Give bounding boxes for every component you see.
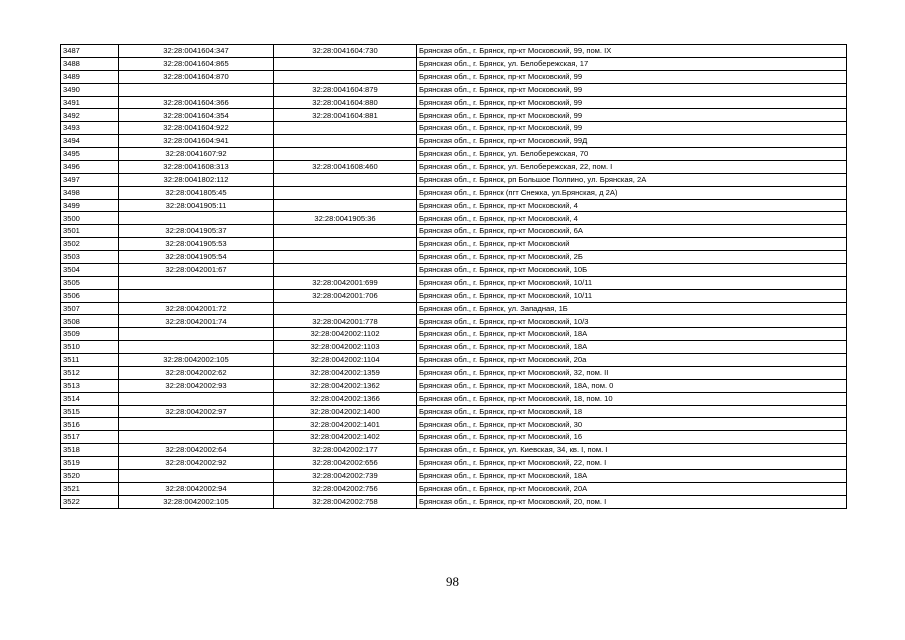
address-cell: Брянская обл., г. Брянск, пр-кт Московский, 99: [417, 70, 847, 83]
row-number-cell: 3520: [61, 469, 119, 482]
address-cell: Брянская обл., г. Брянск, пр-кт Московский, 99: [417, 96, 847, 109]
address-cell: Брянская обл., г. Брянск, пр-кт Московский, 10/11: [417, 289, 847, 302]
cadastral-number-cell: [119, 341, 274, 354]
address-cell: Брянская обл., г. Брянск, пр-кт Московский, 20А: [417, 482, 847, 495]
table-row: [61, 57, 847, 70]
row-number-cell: 3510: [61, 341, 119, 354]
object-cadastral-number-cell: 32:28:0042002:1400: [274, 405, 417, 418]
row-number-cell: 3503: [61, 251, 119, 264]
address-cell: Брянская обл., г. Брянск, рп Большое Полпино, ул. Брянская, 2А: [417, 173, 847, 186]
object-cadastral-number-cell: 32:28:0042001:699: [274, 276, 417, 289]
row-number-cell: 3516: [61, 418, 119, 431]
address-cell: Брянская обл., г. Брянск, пр-кт Московский, 18А: [417, 328, 847, 341]
cadastral-number-cell: 32:28:0042002:94: [119, 482, 274, 495]
object-cadastral-number-cell: [274, 57, 417, 70]
address-cell: Брянская обл., г. Брянск, пр-кт Московский, 99, пом. IX: [417, 45, 847, 58]
object-cadastral-number-cell: 32:28:0042002:1359: [274, 366, 417, 379]
cadastral-number-cell: 32:28:0041608:313: [119, 160, 274, 173]
cadastral-number-cell: 32:28:0042002:93: [119, 379, 274, 392]
cadastral-number-cell: 32:28:0042002:105: [119, 495, 274, 508]
row-number-cell: 3498: [61, 186, 119, 199]
object-cadastral-number-cell: 32:28:0042001:706: [274, 289, 417, 302]
row-number-cell: 3519: [61, 457, 119, 470]
table-row: [61, 469, 847, 482]
object-cadastral-number-cell: [274, 70, 417, 83]
cadastral-number-cell: 32:28:0041604:354: [119, 109, 274, 122]
row-number-cell: 3494: [61, 135, 119, 148]
address-cell: Брянская обл., г. Брянск, пр-кт Московский, 30: [417, 418, 847, 431]
table-row: [61, 341, 847, 354]
address-cell: Брянская обл., г. Брянск, пр-кт Московский, 99: [417, 109, 847, 122]
address-cell: Брянская обл., г. Брянск, пр-кт Московский, 10/3: [417, 315, 847, 328]
address-cell: Брянская обл., г. Брянск, пр-кт Московский, 99: [417, 83, 847, 96]
row-number-cell: 3499: [61, 199, 119, 212]
row-number-cell: 3521: [61, 482, 119, 495]
address-cell: Брянская обл., г. Брянск, пр-кт Московский, 6А: [417, 225, 847, 238]
table-row: [61, 148, 847, 161]
table-row: [61, 135, 847, 148]
address-cell: Брянская обл., г. Брянск, пр-кт Московский, 10/11: [417, 276, 847, 289]
address-cell: Брянская обл., г. Брянск, пр-кт Московский, 18, пом. 10: [417, 392, 847, 405]
object-cadastral-number-cell: 32:28:0042002:1104: [274, 354, 417, 367]
cadastral-number-cell: 32:28:0042002:105: [119, 354, 274, 367]
row-number-cell: 3497: [61, 173, 119, 186]
object-cadastral-number-cell: 32:28:0041905:36: [274, 212, 417, 225]
row-number-cell: 3509: [61, 328, 119, 341]
cadastral-registry-table: [60, 44, 847, 509]
table-row: [61, 315, 847, 328]
table-row: [61, 328, 847, 341]
address-cell: Брянская обл., г. Брянск, пр-кт Московский, 18А, пом. 0: [417, 379, 847, 392]
registry-table-body: [61, 45, 847, 509]
row-number-cell: 3513: [61, 379, 119, 392]
table-row: [61, 366, 847, 379]
table-row: [61, 495, 847, 508]
object-cadastral-number-cell: [274, 302, 417, 315]
address-cell: Брянская обл., г. Брянск, ул. Белобережская, 22, пом. I: [417, 160, 847, 173]
row-number-cell: 3489: [61, 70, 119, 83]
object-cadastral-number-cell: [274, 251, 417, 264]
cadastral-number-cell: 32:28:0041604:870: [119, 70, 274, 83]
table-row: [61, 251, 847, 264]
cadastral-number-cell: 32:28:0041604:941: [119, 135, 274, 148]
table-row: [61, 70, 847, 83]
cadastral-number-cell: 32:28:0042002:62: [119, 366, 274, 379]
object-cadastral-number-cell: 32:28:0042002:1402: [274, 431, 417, 444]
cadastral-number-cell: [119, 83, 274, 96]
row-number-cell: 3492: [61, 109, 119, 122]
cadastral-number-cell: 32:28:0041905:53: [119, 238, 274, 251]
row-number-cell: 3511: [61, 354, 119, 367]
table-row: [61, 457, 847, 470]
table-row: [61, 238, 847, 251]
object-cadastral-number-cell: [274, 225, 417, 238]
object-cadastral-number-cell: 32:28:0041604:730: [274, 45, 417, 58]
cadastral-number-cell: [119, 431, 274, 444]
table-row: [61, 354, 847, 367]
address-cell: Брянская обл., г. Брянск, ул. Киевская, 34, кв. I, пом. I: [417, 444, 847, 457]
object-cadastral-number-cell: 32:28:0041604:879: [274, 83, 417, 96]
row-number-cell: 3487: [61, 45, 119, 58]
table-row: [61, 83, 847, 96]
row-number-cell: 3502: [61, 238, 119, 251]
table-row: [61, 431, 847, 444]
row-number-cell: 3512: [61, 366, 119, 379]
address-cell: Брянская обл., г. Брянск, пр-кт Московский, 20, пом. I: [417, 495, 847, 508]
table-row: [61, 379, 847, 392]
table-row: [61, 109, 847, 122]
address-cell: Брянская обл., г. Брянск, пр-кт Московский, 20а: [417, 354, 847, 367]
table-row: [61, 392, 847, 405]
object-cadastral-number-cell: [274, 173, 417, 186]
address-cell: Брянская обл., г. Брянск, пр-кт Московский, 10Б: [417, 263, 847, 276]
object-cadastral-number-cell: [274, 186, 417, 199]
object-cadastral-number-cell: 32:28:0042002:656: [274, 457, 417, 470]
row-number-cell: 3501: [61, 225, 119, 238]
address-cell: Брянская обл., г. Брянск, пр-кт Московский, 99Д: [417, 135, 847, 148]
row-number-cell: 3504: [61, 263, 119, 276]
table-row: [61, 96, 847, 109]
cadastral-number-cell: [119, 289, 274, 302]
object-cadastral-number-cell: 32:28:0042002:739: [274, 469, 417, 482]
cadastral-number-cell: 32:28:0041905:37: [119, 225, 274, 238]
table-row: [61, 186, 847, 199]
cadastral-number-cell: [119, 418, 274, 431]
cadastral-number-cell: [119, 392, 274, 405]
table-row: [61, 160, 847, 173]
object-cadastral-number-cell: [274, 199, 417, 212]
table-row: [61, 122, 847, 135]
table-row: [61, 405, 847, 418]
cadastral-number-cell: 32:28:0041604:865: [119, 57, 274, 70]
cadastral-number-cell: [119, 212, 274, 225]
object-cadastral-number-cell: 32:28:0042002:756: [274, 482, 417, 495]
object-cadastral-number-cell: 32:28:0042002:1102: [274, 328, 417, 341]
address-cell: Брянская обл., г. Брянск, пр-кт Московский: [417, 238, 847, 251]
object-cadastral-number-cell: 32:28:0041604:880: [274, 96, 417, 109]
row-number-cell: 3500: [61, 212, 119, 225]
object-cadastral-number-cell: 32:28:0042002:1362: [274, 379, 417, 392]
object-cadastral-number-cell: [274, 148, 417, 161]
object-cadastral-number-cell: 32:28:0042002:758: [274, 495, 417, 508]
row-number-cell: 3522: [61, 495, 119, 508]
object-cadastral-number-cell: 32:28:0042002:1103: [274, 341, 417, 354]
row-number-cell: 3514: [61, 392, 119, 405]
table-row: [61, 444, 847, 457]
row-number-cell: 3518: [61, 444, 119, 457]
row-number-cell: 3496: [61, 160, 119, 173]
address-cell: Брянская обл., г. Брянск, ул. Белобережская, 17: [417, 57, 847, 70]
object-cadastral-number-cell: 32:28:0041604:881: [274, 109, 417, 122]
row-number-cell: 3488: [61, 57, 119, 70]
row-number-cell: 3493: [61, 122, 119, 135]
address-cell: Брянская обл., г. Брянск, пр-кт Московский, 99: [417, 122, 847, 135]
cadastral-number-cell: 32:28:0042002:64: [119, 444, 274, 457]
object-cadastral-number-cell: 32:28:0042001:778: [274, 315, 417, 328]
cadastral-number-cell: [119, 276, 274, 289]
address-cell: Брянская обл., г. Брянск, пр-кт Московский, 18: [417, 405, 847, 418]
table-row: [61, 289, 847, 302]
table-row: [61, 263, 847, 276]
table-row: [61, 482, 847, 495]
object-cadastral-number-cell: [274, 263, 417, 276]
cadastral-number-cell: 32:28:0042001:72: [119, 302, 274, 315]
table-row: [61, 302, 847, 315]
row-number-cell: 3491: [61, 96, 119, 109]
cadastral-number-cell: 32:28:0042002:97: [119, 405, 274, 418]
object-cadastral-number-cell: 32:28:0042002:177: [274, 444, 417, 457]
cadastral-number-cell: 32:28:0041607:92: [119, 148, 274, 161]
cadastral-number-cell: 32:28:0041905:54: [119, 251, 274, 264]
address-cell: Брянская обл., г. Брянск, пр-кт Московский, 2Б: [417, 251, 847, 264]
object-cadastral-number-cell: [274, 122, 417, 135]
table-row: [61, 418, 847, 431]
object-cadastral-number-cell: [274, 135, 417, 148]
row-number-cell: 3506: [61, 289, 119, 302]
cadastral-number-cell: 32:28:0041805:45: [119, 186, 274, 199]
cadastral-number-cell: 32:28:0042002:92: [119, 457, 274, 470]
row-number-cell: 3517: [61, 431, 119, 444]
address-cell: Брянская обл., г. Брянск, пр-кт Московский, 18А: [417, 341, 847, 354]
object-cadastral-number-cell: 32:28:0042002:1366: [274, 392, 417, 405]
table-row: [61, 225, 847, 238]
row-number-cell: 3515: [61, 405, 119, 418]
address-cell: Брянская обл., г. Брянск, ул. Белобережская, 70: [417, 148, 847, 161]
cadastral-number-cell: [119, 469, 274, 482]
row-number-cell: 3495: [61, 148, 119, 161]
address-cell: Брянская обл., г. Брянск, пр-кт Московский, 16: [417, 431, 847, 444]
cadastral-number-cell: 32:28:0041802:112: [119, 173, 274, 186]
address-cell: Брянская обл., г. Брянск, пр-кт Московский, 4: [417, 199, 847, 212]
cadastral-number-cell: 32:28:0042001:74: [119, 315, 274, 328]
cadastral-number-cell: 32:28:0041905:11: [119, 199, 274, 212]
table-row: [61, 212, 847, 225]
cadastral-number-cell: 32:28:0041604:922: [119, 122, 274, 135]
object-cadastral-number-cell: 32:28:0042002:1401: [274, 418, 417, 431]
table-row: [61, 45, 847, 58]
address-cell: Брянская обл., г. Брянск, ул. Западная, 1Б: [417, 302, 847, 315]
cadastral-number-cell: 32:28:0042001:67: [119, 263, 274, 276]
address-cell: Брянская обл., г. Брянск, пр-кт Московский, 4: [417, 212, 847, 225]
page-number: 98: [446, 574, 459, 589]
cadastral-number-cell: [119, 328, 274, 341]
address-cell: Брянская обл., г. Брянск (пгт Снежка, ул.Брянская, д 2А): [417, 186, 847, 199]
cadastral-number-cell: 32:28:0041604:366: [119, 96, 274, 109]
address-cell: Брянская обл., г. Брянск, пр-кт Московский, 18А: [417, 469, 847, 482]
address-cell: Брянская обл., г. Брянск, пр-кт Московский, 22, пом. I: [417, 457, 847, 470]
row-number-cell: 3505: [61, 276, 119, 289]
row-number-cell: 3507: [61, 302, 119, 315]
cadastral-number-cell: 32:28:0041604:347: [119, 45, 274, 58]
address-cell: Брянская обл., г. Брянск, пр-кт Московский, 32, пом. II: [417, 366, 847, 379]
row-number-cell: 3508: [61, 315, 119, 328]
object-cadastral-number-cell: 32:28:0041608:460: [274, 160, 417, 173]
object-cadastral-number-cell: [274, 238, 417, 251]
table-row: [61, 199, 847, 212]
table-row: [61, 276, 847, 289]
row-number-cell: 3490: [61, 83, 119, 96]
table-row: [61, 173, 847, 186]
